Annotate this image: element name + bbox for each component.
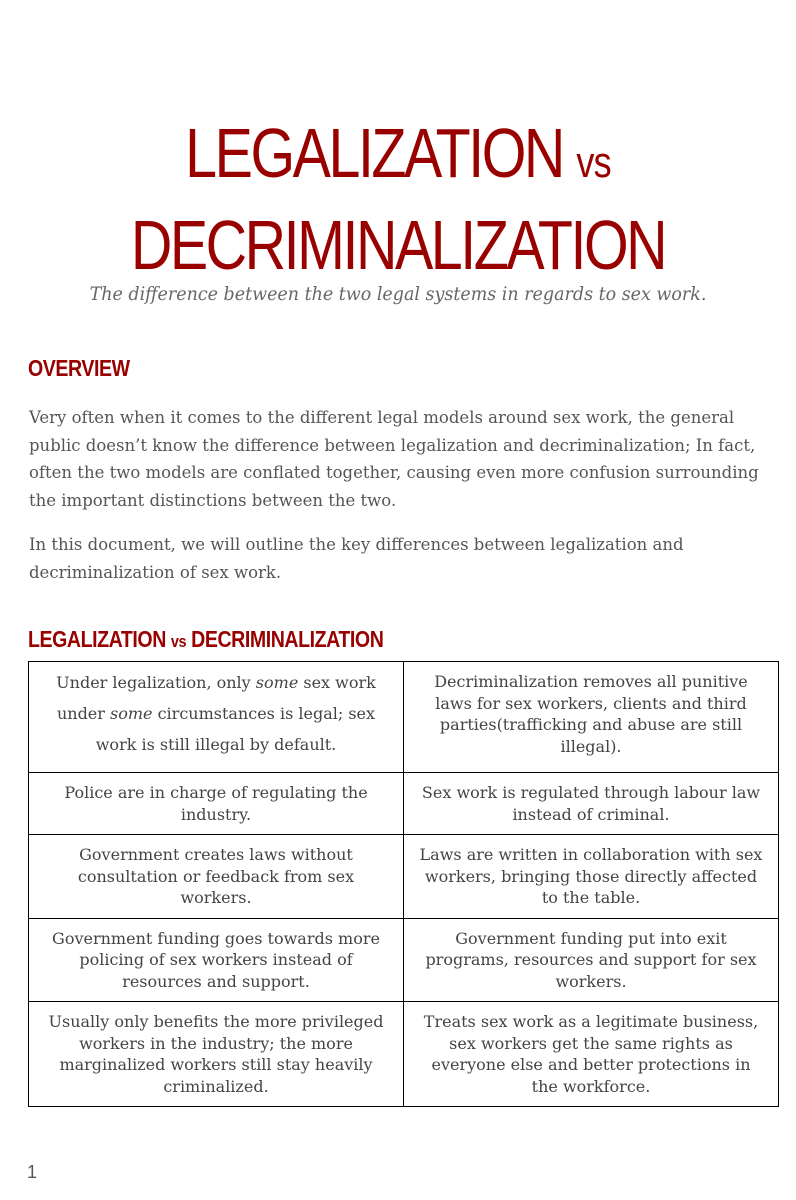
title-line-1: [72, 114, 725, 192]
decriminalization-cell: Sex work is regulated through labour law instead of criminal.: [404, 773, 779, 835]
cell-text: circumstances is legal; sex work is still illegal by default.: [95, 704, 376, 754]
comparison-table: [28, 661, 779, 1107]
overview-heading: OVERVIEW: [28, 355, 130, 381]
legalization-cell: Government funding goes towards more policing of sex workers instead of resources and support.: [29, 918, 404, 1002]
legalization-cell: Usually only benefits the more privileged workers in the industry; the more marginalized workers still stay heavily criminalized.: [29, 1002, 404, 1107]
table-row: [29, 773, 779, 835]
decriminalization-cell: Decriminalization removes all punitive laws for sex workers, clients and third parties(trafficking and abuse are still illegal).: [404, 662, 779, 773]
title-vs: vs: [576, 138, 611, 187]
cell-emphasis: some: [255, 673, 299, 692]
comparison-heading-vs: vs: [170, 632, 187, 651]
overview-paragraph-1: Very often when it comes to the different legal models around sex work, the general public doesn’t know the difference between legalization and decriminalization; In fact, often the two models are conflated together, causing even more confusion surrounding the important distinctions between the two.: [29, 408, 759, 510]
legalization-cell: Government creates laws without consultation or feedback from sex workers.: [29, 835, 404, 919]
table-row: [29, 662, 779, 773]
cell-text: Under legalization, only: [56, 673, 256, 692]
decriminalization-cell: Government funding put into exit programs, resources and support for sex workers.: [404, 918, 779, 1002]
cell-emphasis: some: [110, 704, 153, 723]
comparison-heading-legalization: LEGALIZATION: [28, 626, 166, 652]
subtitle: The difference between the two legal systems in regards to sex work.: [89, 283, 707, 305]
legalization-cell: [29, 662, 404, 773]
legalization-cell: Police are in charge of regulating the industry.: [29, 773, 404, 835]
comparison-heading-decriminalization: DECRIMINALIZATION: [191, 626, 384, 652]
cell-text: sex work under: [56, 673, 376, 723]
table-row: [29, 918, 779, 1002]
table-row: [29, 1002, 779, 1107]
comparison-heading: [28, 626, 383, 653]
page-number: 1: [27, 1162, 38, 1182]
title-line-2: DECRIMINALIZATION: [130, 206, 666, 284]
title-legalization: LEGALIZATION: [185, 114, 563, 192]
overview-paragraph-2: In this document, we will outline the key differences between legalization and decriminalization of sex work.: [29, 535, 684, 582]
decriminalization-cell: Treats sex work as a legitimate business, sex workers get the same rights as everyone else and better protections in the workforce.: [404, 1002, 779, 1107]
table-row: [29, 835, 779, 919]
decriminalization-cell: Laws are written in collaboration with sex workers, bringing those directly affected to the table.: [404, 835, 779, 919]
